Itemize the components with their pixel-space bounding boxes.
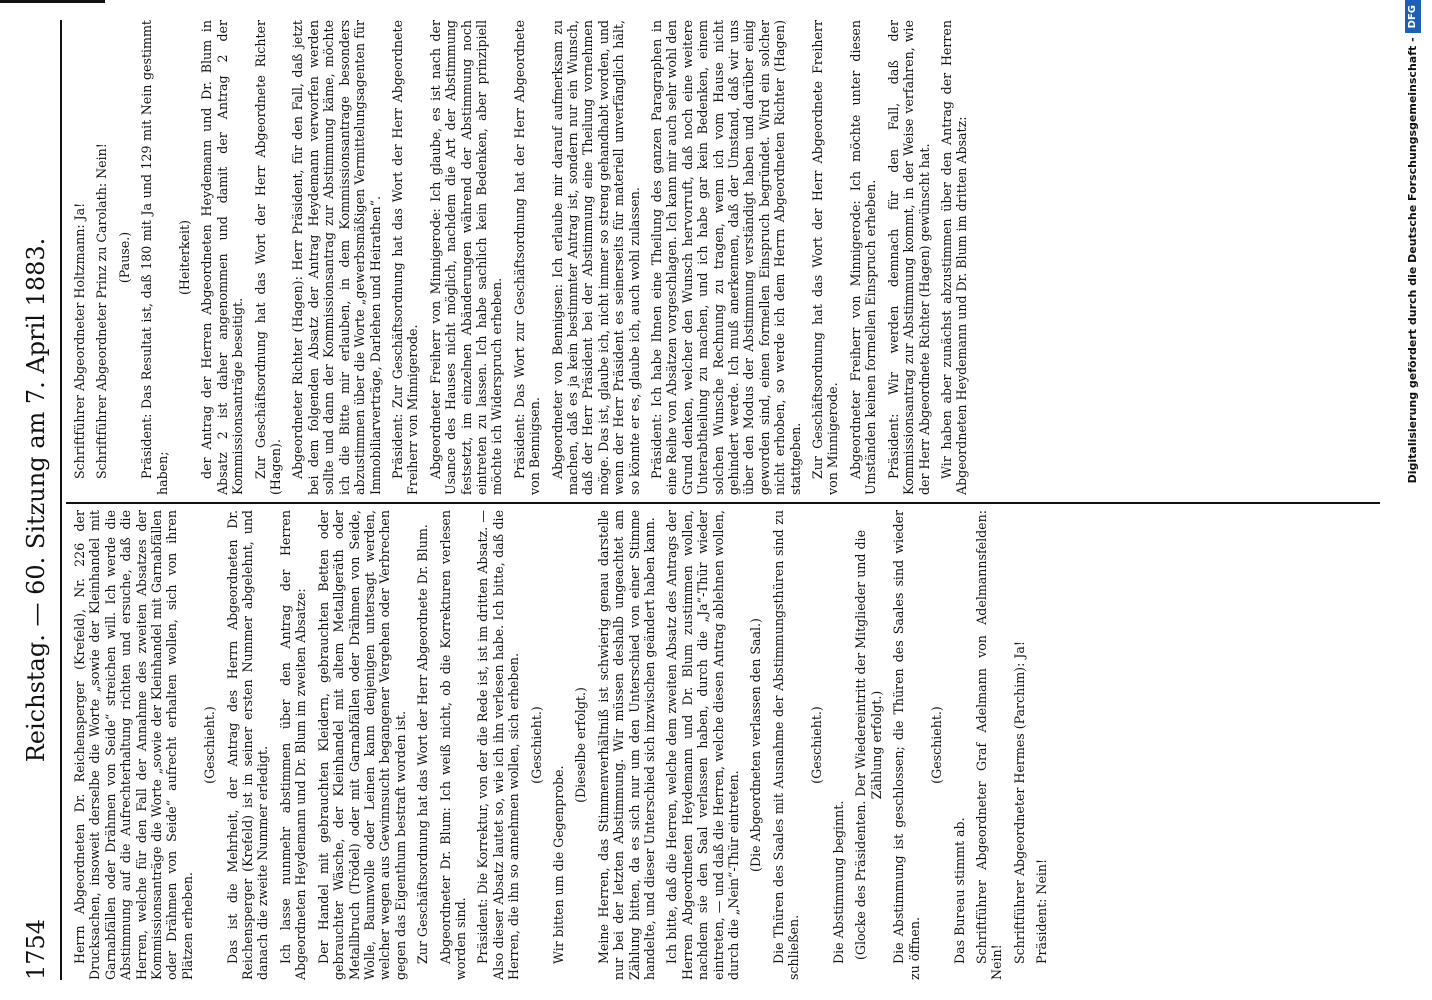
left-column: [72, 510, 1382, 980]
paragraph: (Geschieht.): [202, 706, 218, 784]
paragraph: Präsident: Das Resultat ist, daß 180 mit Ja und 129 mit Nein gestimmt haben;: [139, 20, 170, 495]
paragraph: (Geschieht.): [808, 706, 824, 784]
page-number: 1754: [22, 918, 50, 980]
paragraph: Abgeordneter Richter (Hagen): Herr Präsident, für den Fall, daß jetzt bei dem folgenden Absatz der Antrag Heydemann verworfen werden sollte und dann der Kommissionsantrag zur Abstimmung käme, möchte ich die Bitte mir erlauben, in dem Kommissionsantrage besonders abzustimmen über die Worte „gewerbsmäßigen Vermittelungsagenten für Immobiliarverträge, Darlehen und Heirathen“.: [290, 20, 383, 495]
paragraph: Schriftführer Abgeordneter Hermes (Parchim): Ja!: [1011, 641, 1027, 964]
paragraph: Die Abstimmung beginnt.: [831, 800, 847, 964]
paragraph: Zur Geschäftsordnung hat das Wort der Herr Abgeordnete Freiherr von Minnigerode.: [810, 20, 841, 495]
paragraph: Die Abstimmung ist geschlossen; die Thüren des Saales sind wieder zu öffnen.: [891, 510, 922, 980]
paragraph: Präsident: Zur Geschäftsordnung hat das Wort der Herr Abgeordnete Freiherr von Minnigerode.: [389, 20, 421, 495]
paragraph: Abgeordneter Freiherr von Minnigerode: Ich glaube, es ist nach der Usance des Hauses nicht möglich, nachdem die Art der Abstimmung festsetzt, im einzelnen Abänderungen während der Abstimmung noch eintreten zu lassen. Ich habe sachlich kein Bedenken, aber prinzipiell möchte ich Widerspruch erheben.: [427, 20, 505, 495]
paragraph: Meine Herren, das Stimmenverhältniß ist schwierig genau darstelle nur bei der letzten Abstimmung. Wir müssen deshalb ungeachtet am Zählung bitten, da es sich nur um den Unterschied von einer Stimme handelte, und dieser Unterschied sich inzwischen geändert haben kann.: [595, 510, 657, 980]
paragraph: Zur Geschäftsordnung hat das Wort der Herr Abgeordnete Richter (Hagen).: [252, 20, 284, 495]
paragraph: Schriftführer Abgeordneter Graf Adelmann von Adelmannsfelden: Nein!: [973, 510, 1005, 980]
paragraph: (Dieselbe erfolgt.): [573, 687, 589, 803]
dfg-watermark: [1398, 0, 1428, 1000]
paragraph: Abgeordneter Dr. Blum: Ich weiß nicht, ob die Korrekturen verlesen worden sind.: [437, 510, 468, 980]
paragraph: Ich lasse nunmehr abstimmen über den Antrag der Herren Abgeordneten Heydemann und Dr. Blum im zweiten Absatze:: [277, 510, 309, 980]
paragraph: Präsident: Wir werden demnach für den Fall, daß der Kommissionsantrag zur Abstimmung kommt, in der Weise verfahren, wie der Herr Abgeordnete Richter (Hagen) gewünscht hat.: [885, 20, 932, 495]
paragraph: Der Handel mit gebrauchten Kleidern, gebrauchten Betten oder gebrauchter Wäsche, der Kleinhandel mit altem Metallgeräth oder Metallbruch (Trödel) oder mit Garnabfällen oder Drähmen von Seide, Wolle, Baumwolle oder Leinen kann denjenigen untersagt werden, welcher wegen aus Gewinnsucht begangener Vergehen oder Verbrechen gegen das Eigenthum bestraft worden ist.: [315, 510, 408, 980]
paragraph: (Geschieht.): [528, 706, 544, 784]
paragraph: (Glocke des Präsidenten. Der Wiedereintritt der Mitglieder und die Zählung erfolgt.): [853, 529, 884, 961]
paragraph: Zur Geschäftsordnung hat das Wort der Herr Abgeordnete Dr. Blum.: [415, 524, 431, 964]
paragraph: Das ist die Mehrheit, der Antrag des Herrn Abgeordneten Dr. Reichensperger (Krefeld) ist in seiner ersten Nummer abgelehnt, und danach die zweite Nummer erledigt.: [224, 510, 271, 980]
paragraph: Das Bureau stimmt ab.: [951, 817, 967, 964]
paragraph: Die Thüren des Saales mit Ausnahme der Abstimmungsthüren sind zu schließen.: [770, 510, 802, 980]
paragraph: (Heiterkeit): [177, 220, 193, 295]
paragraph: Präsident: Ich habe Ihnen eine Theilung des ganzen Paragraphen in eine Reihe von Absätzen vorgeschlagen. Ich kann mir auch sehr wohl den Grund denken, welcher den Wunsch hervorruft, daß noch eine weitere Unterabtheilung zu machen, und ich habe gar kein Bedenken, einem solchen Wunsche Rechnung zu tragen, wenn ich vom Hause nicht gehindert werde. Ich muß anerkennen, daß der Umstand, daß wir uns über den Modus der Abstimmung verständigt haben und darüber einig geworden sind, einen formellen Einspruch begründet. Wird ein solcher nicht erhoben, so werde ich dem Herrn Abgeordneten Richter (Hagen) stattgeben.: [649, 20, 803, 495]
paragraph: der Antrag der Herren Abgeordneten Heydemann und Dr. Blum in Absatz 2 ist daher angenommen und damit der Antrag 2 der Kommissionsanträge beseitigt.: [199, 20, 246, 495]
paragraph: (Die Abgeordneten verlassen den Saal.): [748, 618, 764, 872]
column-separator: [66, 502, 1380, 504]
page-header: [8, 20, 68, 980]
paragraph: Präsident: Die Korrektur, von der die Rede ist, ist im dritten Absatz. — Also dieser Absatz lautet so, wie ich ihn verlesen habe. Ich bitte, daß die Herren, die ihn so annehmen wollen, sich erheben.: [475, 510, 522, 980]
paragraph: Abgeordneter von Bennigsen: Ich erlaube mir darauf aufmerksam zu machen, daß es ja kein bestimmter Antrag ist, sondern nur ein Wunsch, daß der Herr Präsident bei der Abstimmung eine Theilung vornehmen möge. Das ist, glaube ich, nicht immer so streng gehandhabt worden, und wenn der Herr Präsident es seinerseits für materiell unverfänglich hält, so könnte er es, glaube ich, auch wohl zulassen.: [549, 20, 642, 495]
right-column: [72, 20, 1382, 495]
paragraph: Präsident: Das Wort zur Geschäftsordnung hat der Herr Abgeordnete von Bennigsen.: [511, 20, 543, 495]
paragraph: Abgeordneter Freiherr von Minnigerode: Ich möchte unter diesen Umständen keinen formellen Einspruch erheben.: [847, 20, 879, 495]
paragraph: (Pause.): [116, 231, 132, 284]
paragraph: Ich bitte, daß die Herren, welche dem zweiten Absatz des Antrags der Herren Abgeordneten Heydemann und Dr. Blum zustimmen wollen, nachdem sie den Saal verlassen haben, durch die „Ja“-Thür wieder eintreten, — und daß die Herren, welche diesen Antrag ablehnen wollen, durch die „Nein“-Thür eintreten.: [664, 510, 742, 980]
paragraph: Wir haben aber zunächst abzustimmen über den Antrag der Herren Abgeordneten Heydemann und Dr. Blum im dritten Absatz:: [938, 20, 970, 495]
dfg-logo-icon: DFG: [1405, 0, 1421, 33]
running-title: Reichstag. — 60. Sitzung am 7. April 1883.: [22, 237, 50, 763]
paragraph: Wir bitten um die Gegenprobe.: [550, 765, 566, 964]
paragraph: Präsident: Nein!: [1034, 858, 1050, 964]
paragraph: Schriftführer Abgeordneter Prinz zu Carolath: Nein!: [94, 143, 110, 479]
paragraph: Herrn Abgeordneten Dr. Reichensperger (Krefeld), Nr. 226 der Drucksachen, insoweit derselbe die Worte „sowie der Kleinhandel mit Garnabfällen oder Drähmen von Seide“ streichen will. Ich werde die Abstimmung auf die Aufrechterhaltung richten und ersuche, daß die Herren, welche für den Fall der Annahme des zweiten Absatzes der Kommissionsanträge die Worte „sowie der Kleinhandel mit Garnabfällen oder Drähmen von Seide“ aufrecht erhalten wollen, sich von ihren Plätzen erheben.: [72, 510, 195, 980]
watermark-text: Digitalisierung gefördert durch die Deutsche Forschungsgemeinschaft -: [1406, 37, 1419, 484]
paragraph: Schriftführer Abgeordneter Holtzmann: Ja!: [72, 202, 87, 479]
header-rule: [60, 20, 62, 980]
paragraph: (Geschieht.): [929, 706, 945, 784]
